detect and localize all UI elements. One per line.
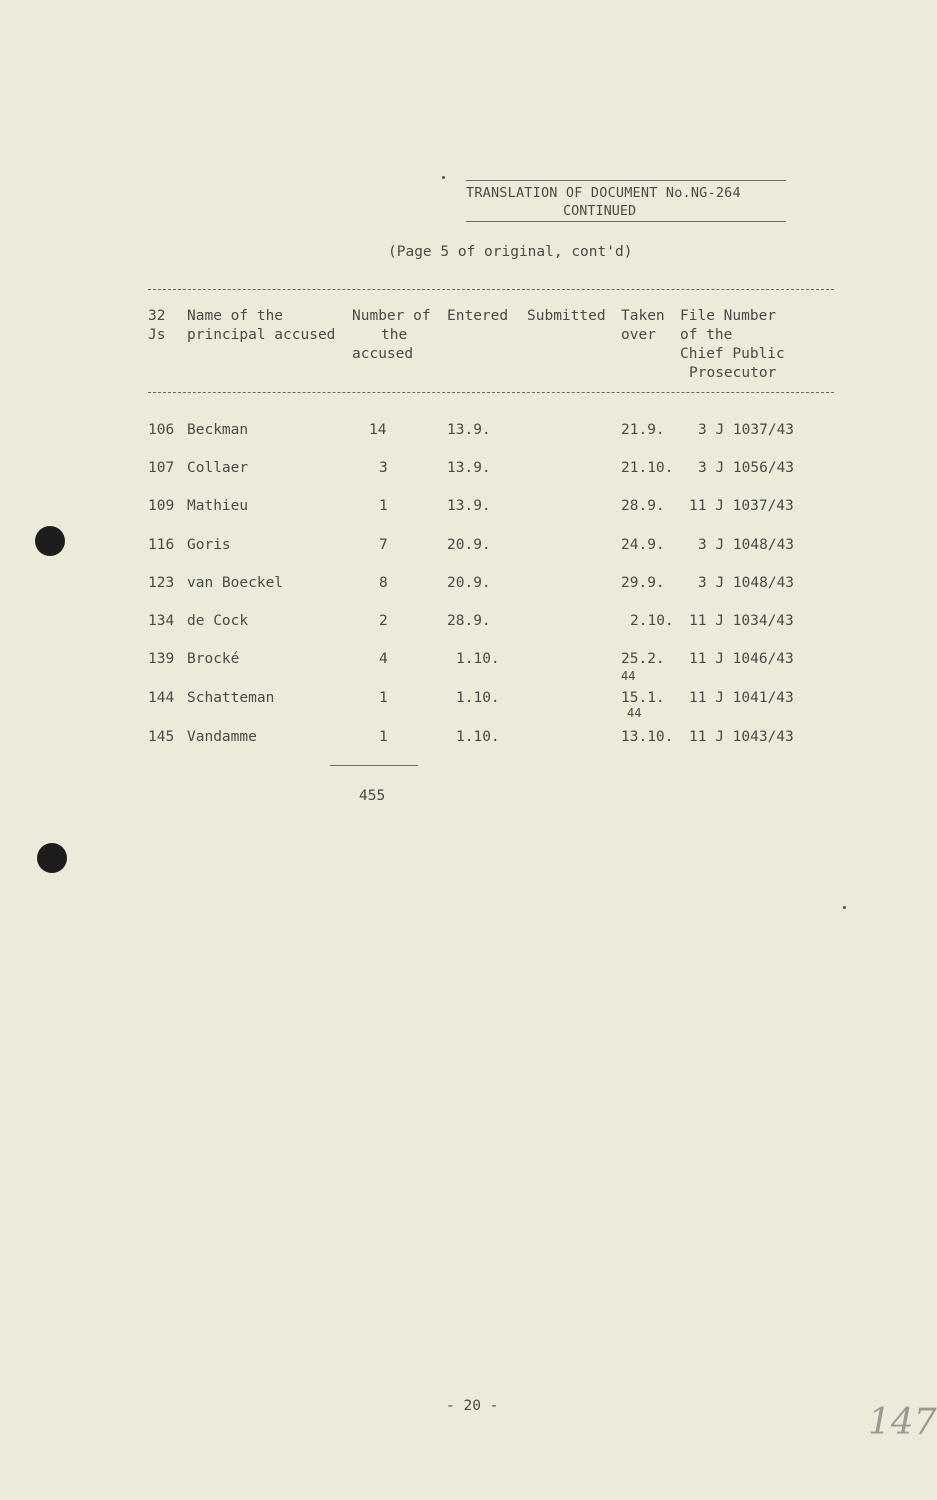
- table-row: [0, 537, 937, 557]
- cell-entered: 20.9.: [447, 537, 491, 553]
- table-row: [0, 422, 937, 442]
- table-row: [0, 729, 937, 749]
- table-row: [0, 613, 937, 633]
- col-number-line2: the: [381, 327, 408, 343]
- header-title: TRANSLATION OF DOCUMENT No.NG-264: [466, 185, 741, 201]
- cell-number: 14: [369, 422, 387, 438]
- cell-taken-year: 44: [627, 706, 642, 720]
- cell-entered: 1.10.: [456, 651, 500, 667]
- table-row: [0, 690, 937, 720]
- cell-file: 11 J 1041/43: [689, 690, 794, 706]
- col-submitted: Submitted: [527, 308, 606, 324]
- col-name-line2: principal accused: [187, 327, 336, 343]
- table-row: [0, 460, 937, 480]
- table-header-rule: [148, 392, 834, 393]
- col-file-line3: Chief Public: [680, 346, 785, 362]
- cell-name: Goris: [187, 537, 231, 553]
- cell-number: 1: [379, 729, 388, 745]
- cell-name: Collaer: [187, 460, 249, 476]
- cell-js: 123: [148, 575, 175, 591]
- header-underline: [466, 221, 786, 222]
- col-file-line2: of the: [680, 327, 733, 343]
- header-continued: CONTINUED: [563, 203, 637, 219]
- cell-taken: 21.10.: [621, 460, 674, 476]
- cell-name: Schatteman: [187, 690, 275, 706]
- cell-taken: 13.10.: [621, 729, 674, 745]
- cell-taken: 21.9.: [621, 422, 665, 438]
- cell-taken: 15.1.: [621, 690, 665, 706]
- page-number: - 20 -: [446, 1398, 499, 1414]
- cell-taken: 24.9.: [621, 537, 665, 553]
- table-row: [0, 575, 937, 595]
- cell-number: 1: [379, 690, 388, 706]
- cell-js: 106: [148, 422, 175, 438]
- cell-name: Beckman: [187, 422, 249, 438]
- cell-taken-year: 44: [621, 669, 636, 683]
- col-taken-line1: Taken: [621, 308, 665, 324]
- cell-entered: 20.9.: [447, 575, 491, 591]
- cell-taken: 29.9.: [621, 575, 665, 591]
- cell-number: 4: [379, 651, 388, 667]
- cell-js: 144: [148, 690, 175, 706]
- cell-js: 107: [148, 460, 175, 476]
- cell-number: 8: [379, 575, 388, 591]
- cell-file: 3 J 1048/43: [698, 537, 795, 553]
- col-js-line1: 32: [148, 308, 166, 324]
- col-js-line2: Js: [148, 327, 166, 343]
- total-accused: 455: [359, 788, 386, 804]
- cell-name: Mathieu: [187, 498, 249, 514]
- punch-hole: [37, 843, 67, 873]
- cell-name: van Boeckel: [187, 575, 284, 591]
- page-subtitle: (Page 5 of original, cont'd): [388, 244, 633, 260]
- cell-number: 1: [379, 498, 388, 514]
- cell-file: 3 J 1037/43: [698, 422, 795, 438]
- cell-file: 3 J 1048/43: [698, 575, 795, 591]
- cell-name: de Cock: [187, 613, 249, 629]
- cell-file: 11 J 1034/43: [689, 613, 794, 629]
- table-row: [0, 651, 937, 683]
- cell-name: Vandamme: [187, 729, 257, 745]
- handwritten-page-number: 147: [868, 1402, 937, 1443]
- cell-file: 11 J 1037/43: [689, 498, 794, 514]
- cell-entered: 13.9.: [447, 422, 491, 438]
- cell-entered: 13.9.: [447, 498, 491, 514]
- cell-entered: 1.10.: [456, 729, 500, 745]
- translation-header: [466, 180, 786, 219]
- cell-js: 134: [148, 613, 175, 629]
- cell-file: 11 J 1043/43: [689, 729, 794, 745]
- speck: [442, 176, 445, 179]
- cell-file: 3 J 1056/43: [698, 460, 795, 476]
- col-number-line1: Number of: [352, 308, 431, 324]
- cell-js: 139: [148, 651, 175, 667]
- col-name-line1: Name of the: [187, 308, 284, 324]
- cell-number: 3: [379, 460, 388, 476]
- cell-entered: 1.10.: [456, 690, 500, 706]
- cell-js: 145: [148, 729, 175, 745]
- cell-taken: 25.2.: [621, 651, 665, 667]
- cell-taken: 28.9.: [621, 498, 665, 514]
- cell-file: 11 J 1046/43: [689, 651, 794, 667]
- col-file-line1: File Number: [680, 308, 777, 324]
- sum-rule: [330, 765, 418, 766]
- cell-number: 2: [379, 613, 388, 629]
- col-entered: Entered: [447, 308, 509, 324]
- col-number-line3: accused: [352, 346, 414, 362]
- cell-js: 109: [148, 498, 175, 514]
- cell-entered: 13.9.: [447, 460, 491, 476]
- cell-number: 7: [379, 537, 388, 553]
- cell-taken: 2.10.: [630, 613, 674, 629]
- table-row: [0, 498, 937, 518]
- col-taken-line2: over: [621, 327, 656, 343]
- table-top-rule: [148, 289, 834, 290]
- cell-js: 116: [148, 537, 175, 553]
- cell-name: Brocké: [187, 651, 240, 667]
- cell-entered: 28.9.: [447, 613, 491, 629]
- col-file-line4: Prosecutor: [689, 365, 777, 381]
- speck: [843, 906, 846, 909]
